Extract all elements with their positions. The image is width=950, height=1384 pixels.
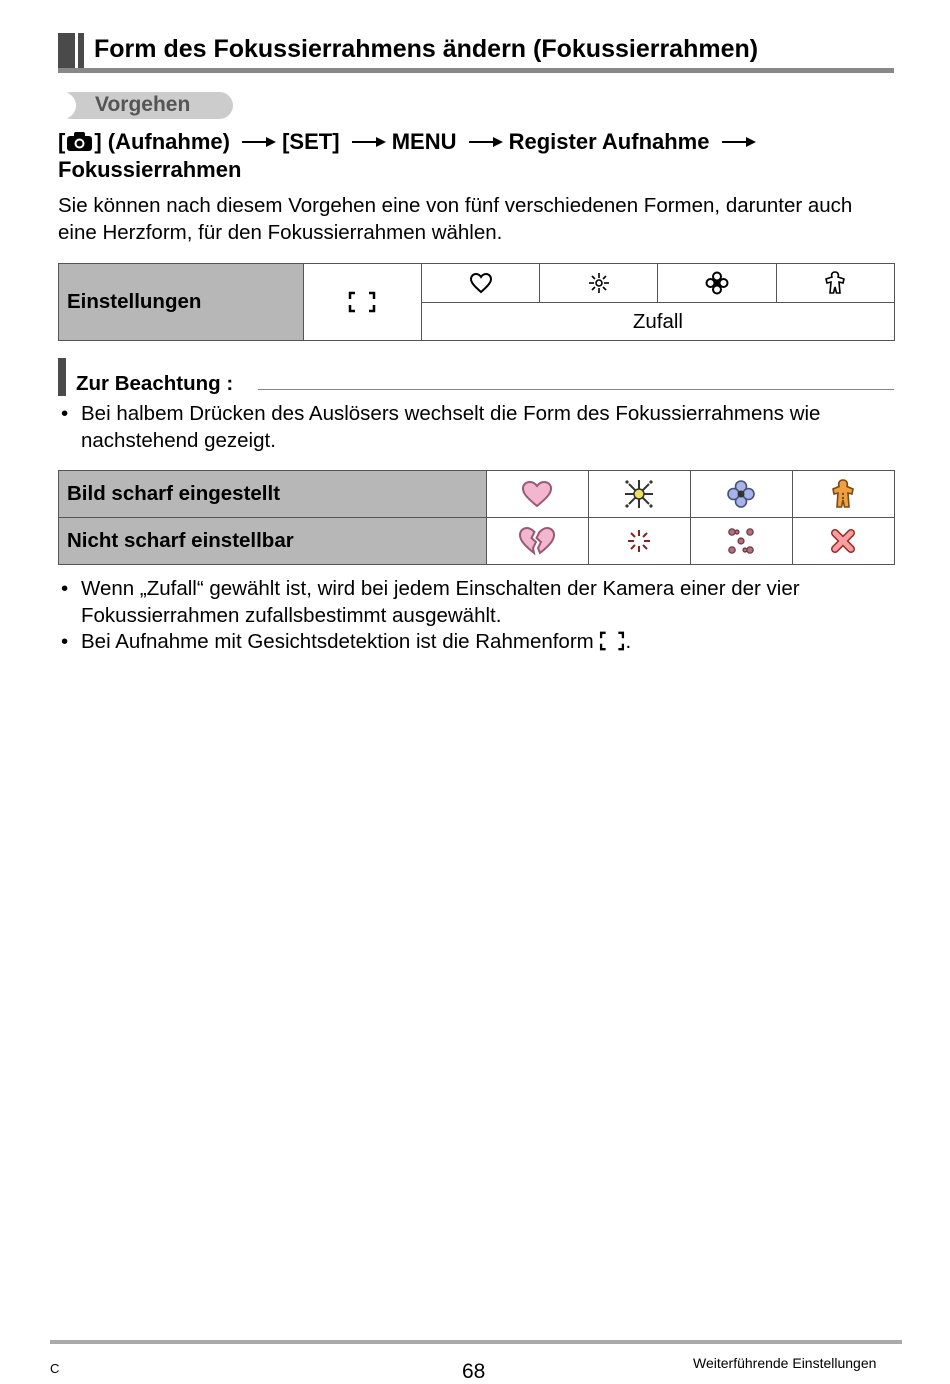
gingerbread-outline-icon bbox=[824, 271, 846, 295]
path-menu: MENU bbox=[391, 129, 457, 154]
camera-icon bbox=[66, 132, 93, 151]
note-item bbox=[58, 628, 894, 655]
page-number: 68 bbox=[462, 1360, 486, 1383]
note-heading-text: Zur Beachtung : bbox=[76, 372, 234, 395]
row-label: Bild scharf eingestellt bbox=[59, 471, 487, 518]
icon-cell bbox=[588, 518, 690, 565]
heart-outline-icon bbox=[469, 272, 493, 294]
title-bar bbox=[58, 33, 894, 73]
focus-bracket-icon bbox=[599, 631, 625, 651]
menu-path bbox=[58, 128, 894, 184]
footer-rule bbox=[50, 1340, 902, 1344]
table-row bbox=[59, 471, 895, 518]
settings-table bbox=[58, 263, 895, 341]
icon-cell bbox=[792, 518, 894, 565]
procedure-label bbox=[58, 92, 233, 119]
heart-icon bbox=[521, 480, 553, 508]
sparkle-icon bbox=[621, 478, 657, 510]
row-label: Nicht scharf einstellbar bbox=[59, 518, 487, 565]
bullet: • bbox=[61, 402, 69, 425]
path-register: Register Aufnahme bbox=[508, 129, 710, 154]
scattered-flower-icon bbox=[725, 526, 757, 556]
path-open-bracket: [ bbox=[58, 129, 66, 154]
note-item bbox=[58, 575, 894, 629]
bullet: • bbox=[61, 630, 69, 653]
icon-cell bbox=[690, 471, 792, 518]
icon-cell bbox=[486, 518, 588, 565]
x-mark-icon bbox=[829, 527, 857, 555]
note-heading bbox=[58, 358, 894, 396]
option-cell bbox=[540, 264, 658, 303]
option-cell bbox=[421, 264, 539, 303]
option-cell bbox=[303, 264, 421, 341]
icon-cell bbox=[588, 471, 690, 518]
path-set: [SET] bbox=[282, 129, 340, 154]
intro-text: Sie können nach diesem Vorgehen eine von fünf verschiedenen Formen, darunter auch eine Herzform, für den Fokussierrahmen wählen. bbox=[58, 194, 853, 244]
note-text: Bei Aufnahme mit Gesichtsdetektion ist die Rahmenform bbox=[81, 630, 594, 653]
path-rec-label: ] (Aufnahme) bbox=[94, 129, 230, 154]
icon-cell bbox=[792, 471, 894, 518]
arrow-right-icon bbox=[242, 137, 276, 147]
arrow-right-icon bbox=[469, 137, 503, 147]
note-text: Wenn „Zufall“ gewählt ist, wird bei jedem Einschalten der Kamera einer der vier Fokussierrahmen zufallsbestimmt ausgewählt. bbox=[81, 577, 800, 627]
arrow-right-icon bbox=[352, 137, 386, 147]
icon-cell bbox=[690, 518, 792, 565]
small-sparkle-icon bbox=[626, 528, 652, 554]
footer-left: C bbox=[50, 1361, 60, 1376]
note-item bbox=[58, 400, 894, 454]
procedure-label-text: Vorgehen bbox=[95, 93, 191, 116]
focus-bracket-icon bbox=[348, 291, 376, 313]
note-text: Bei halbem Drücken des Auslösers wechselt die Form des Fokussierrahmens wie nachstehend gezeigt. bbox=[81, 402, 821, 452]
page-title: Form des Fokussierrahmens ändern (Fokussierrahmen) bbox=[94, 35, 759, 63]
sparkle-outline-icon bbox=[588, 272, 610, 294]
footer-section: Weiterführende Einstellungen bbox=[693, 1355, 877, 1371]
gingerbread-icon bbox=[831, 479, 855, 509]
flower-outline-icon bbox=[705, 271, 729, 295]
icon-cell bbox=[486, 471, 588, 518]
path-item: Fokussierrahmen bbox=[58, 157, 242, 182]
flower-icon bbox=[726, 479, 756, 509]
random-option: Zufall bbox=[421, 303, 894, 341]
option-cell bbox=[658, 264, 776, 303]
settings-header: Einstellungen bbox=[59, 264, 304, 341]
table-row bbox=[59, 518, 895, 565]
bullet: • bbox=[61, 577, 69, 600]
focus-table bbox=[58, 470, 895, 565]
option-cell bbox=[776, 264, 894, 303]
arrow-right-icon bbox=[722, 137, 756, 147]
note-end: . bbox=[625, 630, 632, 653]
broken-heart-icon bbox=[518, 526, 556, 556]
